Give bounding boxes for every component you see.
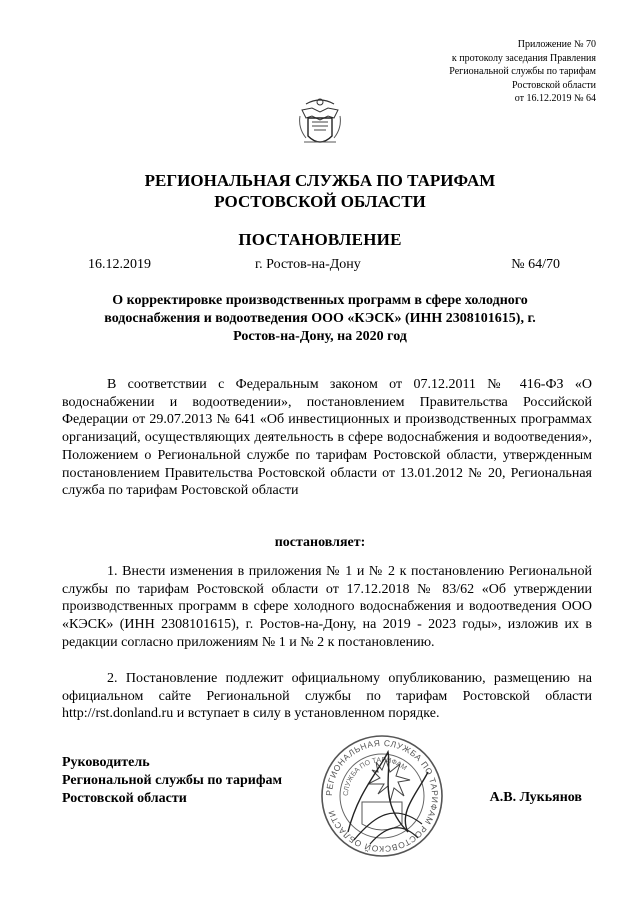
org-line: РОСТОВСКОЙ ОБЛАСТИ [214,192,426,211]
document-type: ПОСТАНОВЛЕНИЕ [238,230,402,249]
document-city: г. Ростов-на-Дону [255,257,361,272]
organization-name [0,170,640,212]
signatory-name: А.В. Лукьянов [489,790,582,805]
appendix-line: к протоколу заседания Правления [451,52,596,64]
appendix-line: Региональной службы по тарифам [449,66,596,77]
document-subject: О корректировке производственных программ в сфере холодного водоснабжения и водоотведения ООО «КЭСК» (ИНН 2308101615), г. Ростов-на-Дону, на 2020 год [104,293,536,344]
item-2-paragraph: 2. Постановление подлежит официальному опубликованию, размещению на официальном сайте Региональной службы по тарифам Ростовской области http://rst.donland.ru и вступает в силу в установленном порядке. [62,671,592,722]
appendix-line: от 16.12.2019 № 64 [514,93,596,104]
signatory-title [62,754,282,808]
document-date: 16.12.2019 [88,257,151,272]
appendix-line: Ростовской области [512,79,596,91]
preamble-paragraph: В соответствии с Федеральным законом от 07.12.2011 № 416-ФЗ «О водоснабжении и водоотведении», постановлением Правительства Российской Федерации от 29.07.2013 № 641 «Об инвестиционных и производственных программах организаций, осуществляющих деятельность в сфере водоснабжения и водоотведения», Положением о Региональной службе по тарифам Ростовской области, утвержденным постановлением Правительства Ростовской области от 13.01.2012 № 20, Региональная служба по тарифам Ростовской области [62,377,592,499]
signatory-title-line: Региональной службы по тарифам [62,773,283,788]
official-seal-stamp [318,732,446,860]
org-line: РЕГИОНАЛЬНАЯ СЛУЖБА ПО ТАРИФАМ [144,171,496,190]
coat-of-arms-icon [298,96,342,150]
svg-text:РЕГИОНАЛЬНАЯ СЛУЖБА ПО ТАРИФАМ: РЕГИОНАЛЬНАЯ СЛУЖБА ПО ТАРИФАМ РОСТОВСКОЙ ОБЛАСТИ [323,737,441,855]
signatory-title-line: Ростовской области [62,791,187,806]
signatory-title-line: Руководитель [62,755,150,770]
decree-word: постановляет: [274,535,366,550]
svg-text:СЛУЖБА ПО ТАРИФАМ: СЛУЖБА ПО ТАРИФАМ [342,756,408,797]
item-1-paragraph: 1. Внести изменения в приложения № 1 и № 2 к постановлению Региональной службы по тарифам Ростовской области от 17.12.2018 № 83/62 «Об утверждении производственных программ в сфере холодного водоснабжения и водоотведения ООО «КЭСК» (ИНН 2308101615), г. Ростов-на-Дону, на 2019 - 2023 годы», изложив их в редакции согласно приложениям № 1 и № 2 к постановлению. [62,564,592,650]
document-number: № 64/70 [511,257,560,272]
appendix-line: Приложение № 70 [517,39,596,50]
appendix-note [396,38,596,106]
